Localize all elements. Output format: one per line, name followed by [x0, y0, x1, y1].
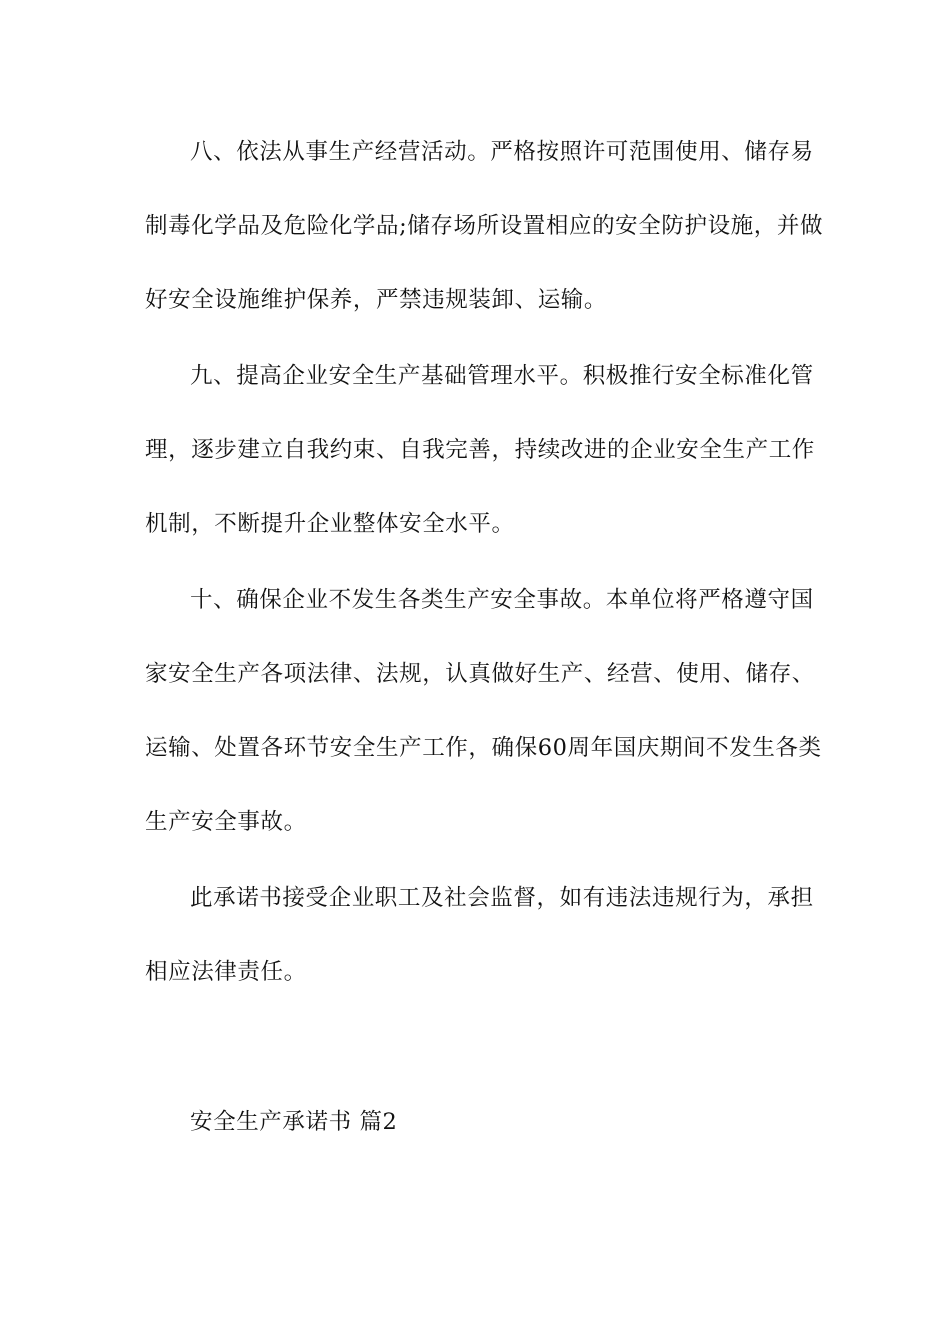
paragraph-8-line-2: 制毒化学品及危险化学品;储存场所设置相应的安全防护设施，并做: [145, 213, 824, 239]
paragraph-10-line-1: 十、确保企业不发生各类生产安全事故。本单位将严格遵守国: [190, 587, 814, 613]
paragraph-10-line-2: 家安全生产各项法律、法规，认真做好生产、经营、使用、储存、: [145, 661, 815, 687]
paragraph-8-line-3: 好安全设施维护保养，严禁违规装卸、运输。: [145, 287, 608, 313]
paragraph-9-line-1: 九、提高企业安全生产基础管理水平。积极推行安全标准化管: [190, 363, 814, 389]
paragraph-10-line-4: 生产安全事故。: [145, 809, 307, 835]
paragraph-10-line-3: 运输、处置各环节安全生产工作，确保60周年国庆期间不发生各类: [145, 735, 822, 761]
section-heading: 安全生产承诺书 篇2: [190, 1109, 398, 1135]
paragraph-9-line-3: 机制，不断提升企业整体安全水平。: [145, 511, 515, 537]
closing-paragraph-line-1: 此承诺书接受企业职工及社会监督，如有违法违规行为，承担: [190, 885, 814, 911]
closing-paragraph-line-2: 相应法律责任。: [145, 959, 307, 985]
paragraph-9-line-2: 理，逐步建立自我约束、自我完善，持续改进的企业安全生产工作: [145, 437, 815, 463]
paragraph-8-line-1: 八、依法从事生产经营活动。严格按照许可范围使用、储存易: [190, 139, 814, 165]
